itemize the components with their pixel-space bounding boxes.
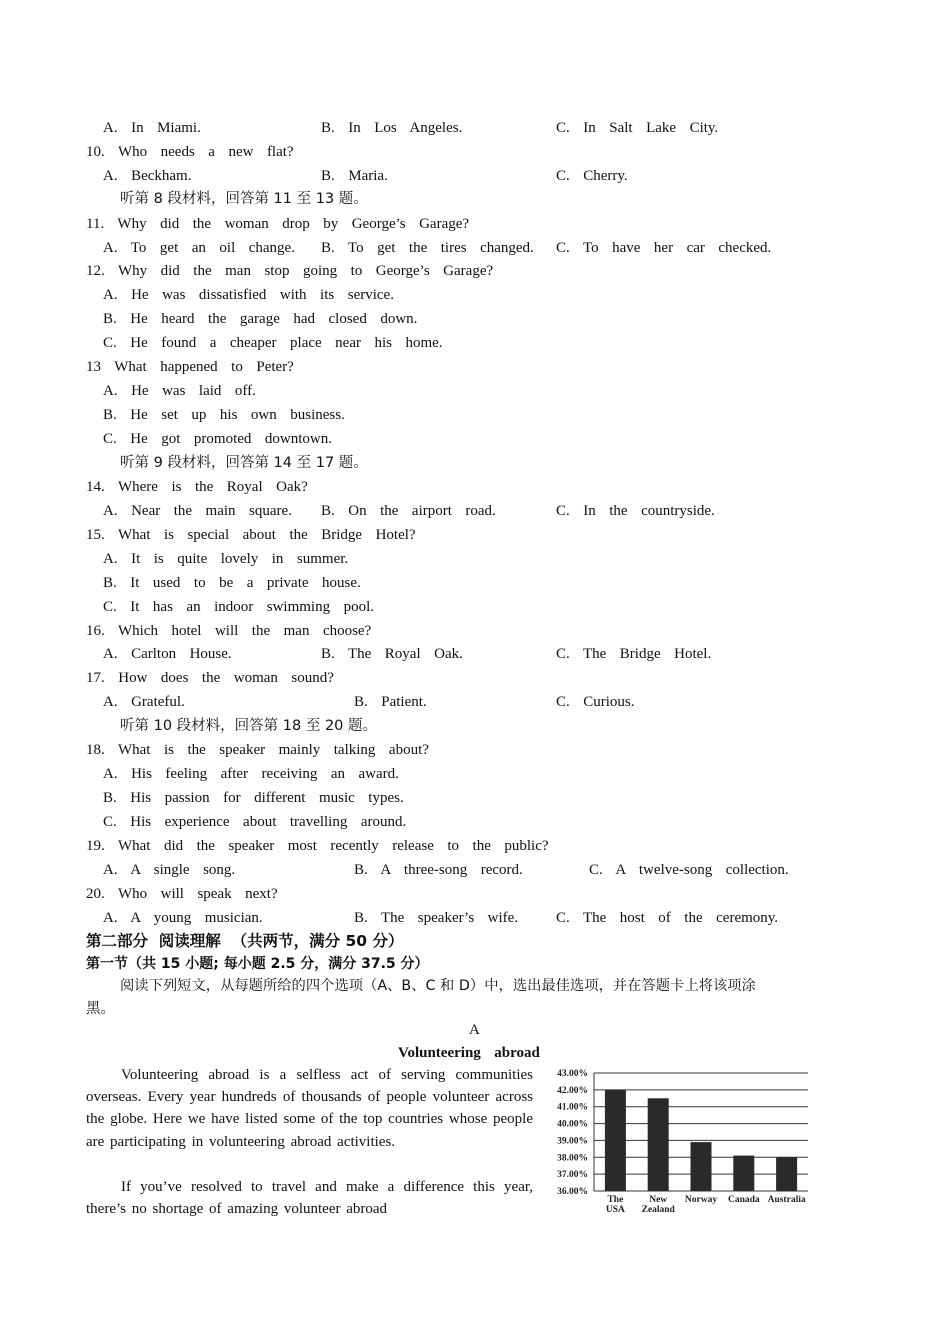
x-tick-label: The xyxy=(607,1195,624,1205)
volunteer-bar-chart xyxy=(540,1064,815,1220)
question-line: C. To have her car checked. xyxy=(556,240,772,256)
instruction-line-2: 黑。 xyxy=(86,1001,115,1017)
y-tick-label: 37.00% xyxy=(557,1170,588,1181)
bar xyxy=(605,1090,626,1191)
question-line: B. The Royal Oak. xyxy=(321,646,463,662)
y-tick-label: 42.00% xyxy=(557,1085,588,1096)
question-line: C. In Salt Lake City. xyxy=(556,120,719,136)
question-line: C. The Bridge Hotel. xyxy=(556,646,712,662)
question-line: B. Maria. xyxy=(321,168,388,184)
question-line: 12. Why did the man stop going to George’s Garage? xyxy=(86,263,494,279)
question-line: 10. Who needs a new flat? xyxy=(86,144,294,160)
question-line: C. His experience about travelling around. xyxy=(103,814,407,830)
question-line: A. A single song. xyxy=(103,862,236,878)
question-line: C. Cherry. xyxy=(556,168,628,184)
question-line: B. The speaker’s wife. xyxy=(354,910,519,926)
y-tick-label: 36.00% xyxy=(557,1187,588,1197)
question-line: B. It used to be a private house. xyxy=(103,575,361,591)
x-tick-label: USA xyxy=(605,1205,625,1215)
question-line: 17. How does the woman sound? xyxy=(86,670,334,686)
question-line: 20. Who will speak next? xyxy=(86,886,278,902)
section-instruction: 听第 8 段材料，回答第 11 至 13 题。 xyxy=(120,191,368,207)
question-line: B. To get the tires changed. xyxy=(321,240,534,256)
section-subtitle: 第一节（共 15 小题; 每小题 2.5 分，满分 37.5 分） xyxy=(86,956,429,972)
question-line: 14. Where is the Royal Oak? xyxy=(86,479,308,495)
bar xyxy=(691,1142,712,1191)
part-title: 第二部分 阅读理解 （共两节，满分 50 分） xyxy=(86,932,404,950)
question-line: B. He set up his own business. xyxy=(103,407,345,423)
question-line: A. Beckham. xyxy=(103,168,192,184)
x-tick-label: Zealand xyxy=(641,1205,675,1215)
bar xyxy=(648,1098,669,1191)
question-line: B. Patient. xyxy=(354,694,427,710)
instruction-line-1: 阅读下列短文，从每题所给的四个选项（A、B、C 和 D）中，选出最佳选项，并在答题卡上将该项涂 xyxy=(120,978,756,994)
x-tick-label: New xyxy=(649,1195,668,1205)
passage-label: A xyxy=(469,1022,480,1038)
question-line: A. It is quite lovely in summer. xyxy=(103,551,349,567)
question-line: 18. What is the speaker mainly talking about? xyxy=(86,742,429,758)
question-line: B. He heard the garage had closed down. xyxy=(103,311,418,327)
question-line: C. Curious. xyxy=(556,694,635,710)
passage-paragraph-1: Volunteering abroad is a selfless act of serving communities overseas. Every year hundreds of thousands of people volunteer across the globe. Here we have listed some of the top countries whose people are participating in volunteering abroad activities. xyxy=(86,1067,533,1150)
question-line: A. A young musician. xyxy=(103,910,263,926)
question-line: 11. Why did the woman drop by George’s Garage? xyxy=(86,216,470,232)
section-instruction: 听第 9 段材料，回答第 14 至 17 题。 xyxy=(120,455,368,471)
passage-title: Volunteering abroad xyxy=(398,1045,540,1061)
y-tick-label: 39.00% xyxy=(557,1136,588,1147)
question-line: A. His feeling after receiving an award. xyxy=(103,766,399,782)
question-line: C. In the countryside. xyxy=(556,503,715,519)
passage-paragraph-2: If you’ve resolved to travel and make a difference this year, there’s no shortage of amazing volunteer abroad xyxy=(86,1179,533,1218)
y-tick-label: 43.00% xyxy=(557,1069,588,1079)
question-line: A. Near the main square. xyxy=(103,503,292,519)
question-line: B. In Los Angeles. xyxy=(321,120,463,136)
y-tick-label: 38.00% xyxy=(557,1153,588,1164)
bar xyxy=(776,1157,797,1191)
question-line: C. A twelve-song collection. xyxy=(589,862,789,878)
question-line: B. A three-song record. xyxy=(354,862,523,878)
question-line: 15. What is special about the Bridge Hotel? xyxy=(86,527,416,543)
question-line: A. He was laid off. xyxy=(103,383,256,399)
question-line: C. He got promoted downtown. xyxy=(103,431,332,447)
x-tick-label: Canada xyxy=(727,1195,760,1205)
section-instruction: 听第 10 段材料，回答第 18 至 20 题。 xyxy=(120,718,378,734)
question-line: A. Carlton House. xyxy=(103,646,232,662)
question-line: 13 What happened to Peter? xyxy=(86,359,294,375)
question-line: A. Grateful. xyxy=(103,694,185,710)
question-line: A. He was dissatisfied with its service. xyxy=(103,287,394,303)
question-line: C. The host of the ceremony. xyxy=(556,910,779,926)
question-line: C. It has an indoor swimming pool. xyxy=(103,599,374,615)
question-line: B. His passion for different music types. xyxy=(103,790,404,806)
question-line: B. On the airport road. xyxy=(321,503,496,519)
question-line: A. To get an oil change. xyxy=(103,240,295,256)
question-line: C. He found a cheaper place near his home. xyxy=(103,335,443,351)
question-line: 16. Which hotel will the man choose? xyxy=(86,623,372,639)
y-tick-label: 40.00% xyxy=(557,1119,588,1130)
x-tick-label: Australia xyxy=(767,1195,806,1205)
x-tick-label: Norway xyxy=(684,1195,718,1205)
y-tick-label: 41.00% xyxy=(557,1102,588,1113)
question-line: 19. What did the speaker most recently release to the public? xyxy=(86,838,549,854)
question-line: A. In Miami. xyxy=(103,120,201,136)
bar xyxy=(733,1156,754,1191)
